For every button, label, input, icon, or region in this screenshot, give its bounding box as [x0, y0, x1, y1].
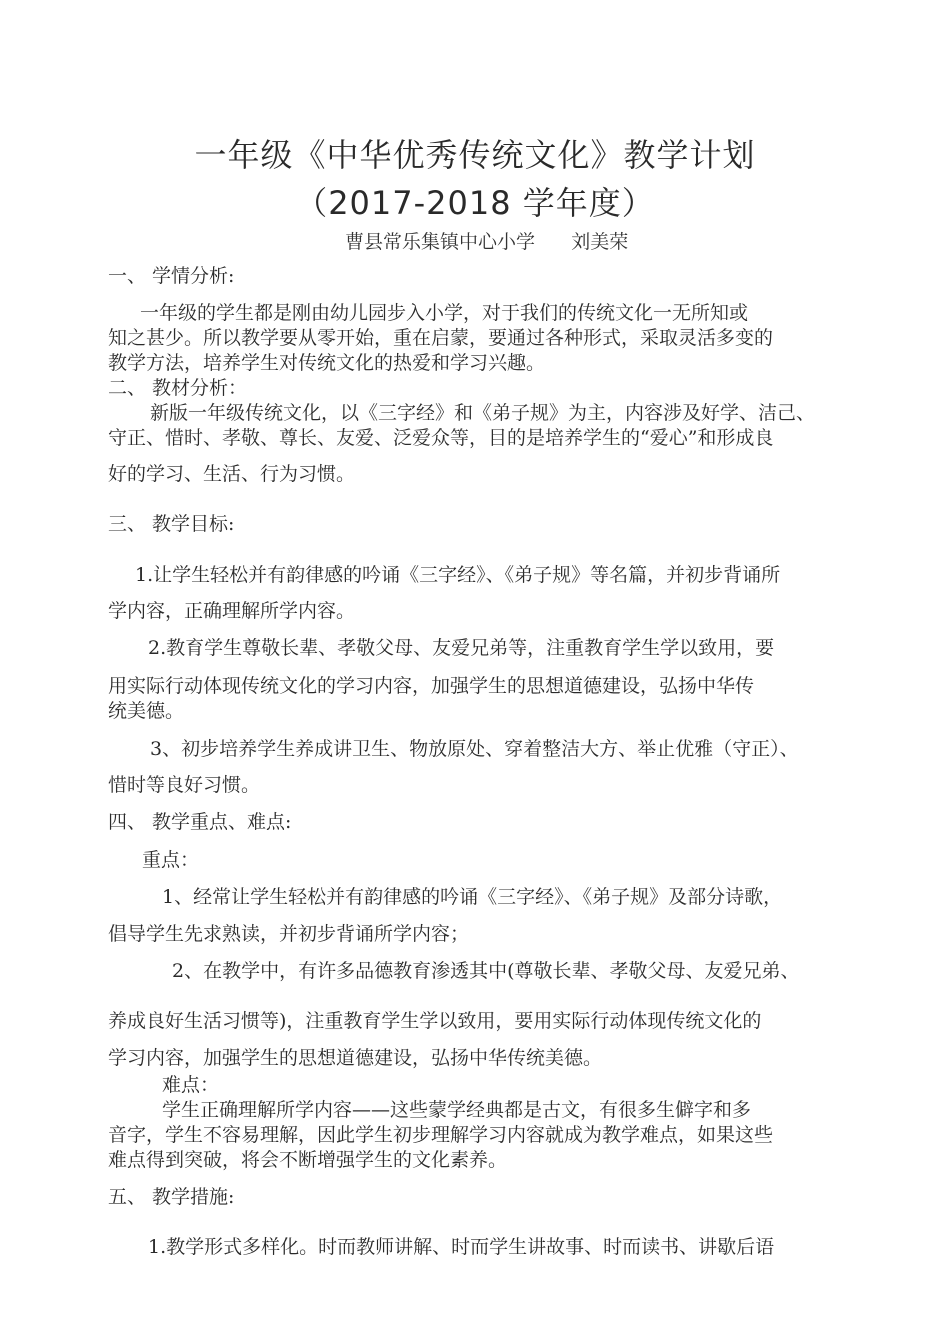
- paragraph-line: 好的学习、生活、行为习惯。: [108, 463, 356, 485]
- paragraph-line: 一年级的学生都是刚由幼儿园步入小学，对于我们的传统文化一无所知或: [140, 302, 749, 324]
- section-heading-1: 一、 学情分析:: [108, 265, 235, 287]
- paragraph-line: 2、在教学中，有许多品德教育渗透其中(尊敬长辈、孝敬父母、友爱兄弟、: [172, 960, 800, 982]
- paragraph-line: 守正、惜时、孝敬、尊长、友爱、泛爱众等，目的是培养学生的“爱心”和形成良: [108, 427, 774, 449]
- paragraph-line: 知之甚少。所以教学要从零开始，重在启蒙，要通过各种形式，采取灵活多变的: [108, 327, 774, 349]
- subheading-difficulties: 难点：: [162, 1074, 220, 1096]
- paragraph-line: 惜时等良好习惯。: [108, 774, 261, 796]
- paragraph-line: 1、经常让学生轻松并有韵律感的吟诵《三字经》、《弟子规》及部分诗歌，: [162, 886, 783, 908]
- section-heading-2: 二、 教材分析：: [108, 377, 248, 399]
- paragraph-line: 音字，学生不容易理解，因此学生初步理解学习内容就成为教学难点，如果这些: [108, 1124, 774, 1146]
- section-heading-3: 三、 教学目标:: [108, 513, 235, 535]
- subheading-key-points: 重点：: [142, 849, 200, 871]
- paragraph-line: 养成良好生活习惯等)，注重教育学生学以致用，要用实际行动体现传统文化的: [108, 1010, 762, 1032]
- paragraph-line: 倡导学生先求熟读，并初步背诵所学内容；: [108, 923, 470, 945]
- author-line: 曹县常乐集镇中心小学 刘美荣: [345, 231, 629, 253]
- paragraph-line: 学内容，正确理解所学内容。: [108, 600, 356, 622]
- paragraph-line: 学生正确理解所学内容——这些蒙学经典都是古文，有很多生僻字和多: [162, 1099, 752, 1121]
- section-heading-4: 四、 教学重点、难点:: [108, 811, 292, 833]
- paragraph-line: 2.教育学生尊敬长辈、孝敬父母、友爱兄弟等，注重教育学生学以致用，要: [148, 637, 775, 659]
- paragraph-line: 学习内容，加强学生的思想道德建设，弘扬中华传统美德。: [108, 1047, 603, 1069]
- paragraph-line: 用实际行动体现传统文化的学习内容，加强学生的思想道德建设，弘扬中华传: [108, 675, 755, 697]
- document-subtitle-year: （2017-2018 学年度）: [295, 184, 655, 222]
- paragraph-line: 1.让学生轻松并有韵律感的吟诵《三字经》、《弟子规》等名篇，并初步背诵所: [135, 564, 781, 586]
- paragraph-line: 新版一年级传统文化，以《三字经》和《弟子规》为主，内容涉及好学、洁己、: [150, 402, 816, 424]
- paragraph-line: 1.教学形式多样化。时而教师讲解、时而学生讲故事、时而读书、讲歇后语: [148, 1236, 775, 1258]
- document-title: 一年级《中华优秀传统文化》教学计划: [194, 136, 756, 174]
- paragraph-line: 统美德。: [108, 700, 185, 722]
- section-heading-5: 五、 教学措施:: [108, 1186, 235, 1208]
- paragraph-line: 教学方法，培养学生对传统文化的热爱和学习兴趣。: [108, 352, 546, 374]
- paragraph-line: 3、初步培养学生养成讲卫生、物放原处、穿着整洁大方、举止优雅（守正）、: [150, 738, 799, 760]
- paragraph-line: 难点得到突破，将会不断增强学生的文化素养。: [108, 1149, 508, 1171]
